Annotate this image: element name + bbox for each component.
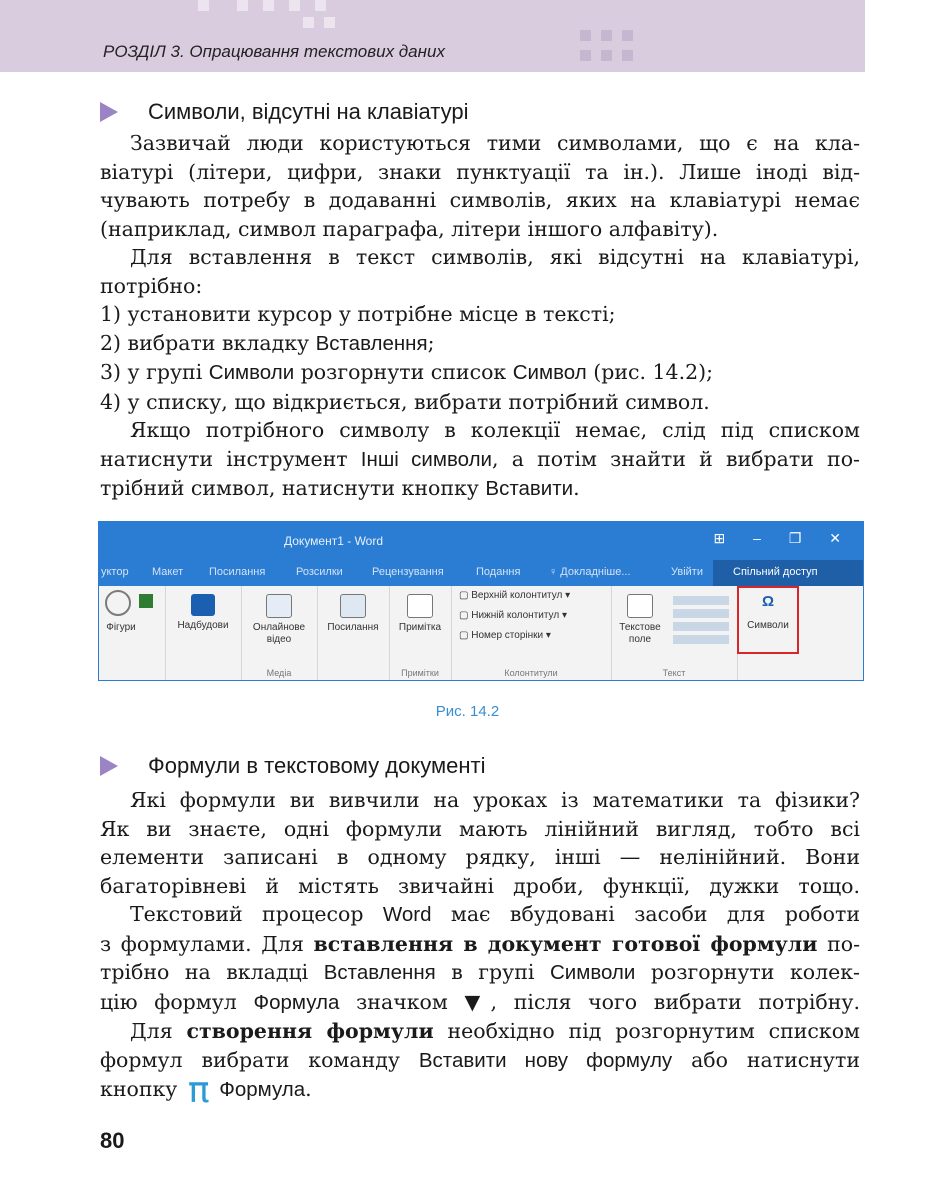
ribbon-group-text xyxy=(611,586,738,680)
comment-label: Примітка xyxy=(398,622,442,633)
text-line: потрібно: xyxy=(100,273,203,298)
decor-square xyxy=(315,0,326,11)
text-run: . xyxy=(305,1077,312,1101)
decor-square xyxy=(580,50,591,61)
ribbon-group-headers xyxy=(451,586,612,680)
text-tools-icons[interactable] xyxy=(673,592,729,644)
text-run: кнопку xyxy=(100,1077,184,1101)
link-icon xyxy=(340,594,366,618)
share-button[interactable] xyxy=(713,560,863,586)
group-label-text: Текст xyxy=(662,668,686,678)
text-run: розгорнути список xyxy=(294,360,513,384)
ribbon-titlebar xyxy=(99,522,863,560)
ribbon-group-media xyxy=(241,586,318,680)
text-line xyxy=(100,900,860,930)
bold-term: створення формули xyxy=(186,1019,434,1043)
decor-square xyxy=(601,50,612,61)
decor-square xyxy=(622,30,633,41)
group-label-media: Медіа xyxy=(266,668,292,678)
tab-layout[interactable]: Макет xyxy=(152,566,184,578)
decor-square xyxy=(622,50,633,61)
ui-term: Вставити xyxy=(485,477,574,500)
text-line: елементи записані в одному рядку, інші — нелінійний. Вони xyxy=(100,845,860,869)
tell-me-search[interactable]: ♀ Докладніше... xyxy=(549,566,631,578)
list-item xyxy=(100,358,860,388)
text-line: Які формули ви вивчили на уроках із математики та фізики? xyxy=(130,788,860,812)
tab-view[interactable]: Подання xyxy=(476,566,521,578)
text-run: Для xyxy=(130,1019,187,1043)
tab-mailings[interactable]: Розсилки xyxy=(296,566,343,578)
omega-icon: Ω xyxy=(761,593,775,610)
text-run: ; xyxy=(427,330,435,355)
text-line: Як ви знаєте, одні формули мають лінійний вигляд, тобто всі xyxy=(100,816,860,841)
ui-term: Символ xyxy=(512,361,587,384)
ribbon-group-links xyxy=(317,586,390,680)
text-run: (рис. 14.2); xyxy=(586,360,714,384)
ui-term: Символи xyxy=(208,361,295,384)
ribbon-group-illustrations xyxy=(99,586,166,680)
footer-icon: ▢ xyxy=(459,610,472,621)
shapes-label: Фігури xyxy=(106,622,136,633)
pi-icon: π xyxy=(187,1070,210,1111)
text-run: трібно на вкладці xyxy=(100,960,324,984)
text-line xyxy=(100,930,860,959)
page-number-button[interactable]: ▢ Номер сторінки ▾ xyxy=(459,630,551,641)
tab-design[interactable]: уктор xyxy=(101,566,129,578)
ui-term: Формула xyxy=(213,1078,306,1101)
section-heading-text: Символи, відсутні на клавіатурі xyxy=(148,99,469,124)
decor-square xyxy=(289,0,300,11)
text-run: . xyxy=(573,476,580,500)
text-line xyxy=(100,958,860,988)
triangle-bullet-icon xyxy=(100,756,118,776)
share-label: Спільний доступ xyxy=(733,566,818,578)
shapes-button[interactable] xyxy=(101,622,141,634)
text-run: формул вибрати команду xyxy=(100,1047,419,1072)
ui-term: Інші символи xyxy=(360,447,493,471)
textbox-button[interactable] xyxy=(615,594,665,646)
decor-square xyxy=(601,30,612,41)
text-line xyxy=(100,1070,860,1111)
text-run: має вбудовані засоби для роботи xyxy=(431,902,860,926)
text-line xyxy=(100,474,860,504)
text-run: 3) у групі xyxy=(100,360,209,384)
page-number-icon: ▢ xyxy=(459,630,472,641)
decor-square xyxy=(303,17,314,28)
text-run: 2) вибрати вкладку xyxy=(100,330,316,355)
page-number: 80 xyxy=(100,1128,125,1153)
text-line xyxy=(100,1046,860,1076)
text-run: Текстовий процесор xyxy=(130,902,383,926)
text-line xyxy=(100,1017,860,1046)
paragraph xyxy=(100,786,861,1111)
section-heading xyxy=(100,753,485,779)
text-run: цію формул xyxy=(100,989,254,1014)
text-line xyxy=(100,445,860,475)
ui-term: Вставлення xyxy=(315,331,428,355)
chapter-title: РОЗДІЛ 3. Опрацювання текстових даних xyxy=(103,42,445,61)
text-run: натиснути інструмент xyxy=(100,446,361,471)
footer-label: Нижній колонтитул xyxy=(471,610,560,621)
ribbon-group-addins xyxy=(165,586,242,680)
word-ribbon-screenshot xyxy=(98,521,864,681)
text-run: по- xyxy=(817,931,861,956)
sign-in-link[interactable]: Увійти xyxy=(671,566,703,578)
ui-term: Символи xyxy=(549,961,636,984)
chart-icon xyxy=(139,594,153,608)
decor-square xyxy=(198,0,209,11)
text-run: , а потім знайти й вибрати по- xyxy=(492,446,860,471)
text-run: значком ▼, після чого вибрати потрібну. xyxy=(339,989,860,1014)
symbols-label: Символи xyxy=(747,620,789,631)
comment-icon xyxy=(407,594,433,618)
text-run: необхідно під розгорнутим списком xyxy=(433,1019,860,1043)
tab-review[interactable]: Рецензування xyxy=(372,566,444,578)
text-line: Для вставлення в текст символів, які відсутні на клавіатурі, xyxy=(130,245,860,269)
textbox-label: Текстове поле xyxy=(619,622,661,645)
highlight-frame xyxy=(737,586,799,654)
bold-term: вставлення в документ готової формули xyxy=(313,931,818,956)
video-label: Онлайнове відео xyxy=(252,622,306,645)
ribbon-group-comments xyxy=(389,586,452,680)
ui-term: Формула xyxy=(253,990,340,1014)
section-heading xyxy=(100,99,468,125)
section-heading-text: Формули в текстовому документі xyxy=(148,753,486,778)
group-label-headers: Колонтитули xyxy=(504,668,558,678)
text-line: Зазвичай люди користуються тими символами, що є на кла- xyxy=(130,131,860,155)
list-item: 1) установити курсор у потрібне місце в тексті; xyxy=(100,302,616,326)
list-item xyxy=(100,329,860,359)
comment-button[interactable] xyxy=(391,594,449,634)
online-video-button[interactable] xyxy=(243,594,315,646)
text-run: в групі xyxy=(435,960,550,984)
addins-label: Надбудови xyxy=(177,620,229,631)
text-line: (наприклад, символ параграфа, літери іншого алфавіту). xyxy=(100,216,719,241)
ui-term: Word xyxy=(382,903,432,926)
page-number-label: Номер сторінки xyxy=(471,630,544,641)
text-line: віатурі (літери, цифри, знаки пунктуації та ін.). Лише іноді від- xyxy=(100,159,860,184)
links-label: Посилання xyxy=(327,622,379,633)
list-item: 4) у списку, що відкриється, вибрати потрібний символ. xyxy=(100,389,710,414)
shapes-icon xyxy=(105,590,131,616)
header-label: Верхній колонтитул xyxy=(471,590,563,601)
text-run: або натиснути xyxy=(672,1047,860,1072)
header-button[interactable]: ▢ Верхній колонтитул ▾ xyxy=(459,590,571,601)
window-controls[interactable]: ⊞ – ❐ ✕ xyxy=(713,530,853,546)
decor-square xyxy=(263,0,274,11)
textbox-icon xyxy=(627,594,653,618)
figure-caption: Рис. 14.2 xyxy=(435,703,500,720)
addins-icon xyxy=(191,594,215,616)
ui-term: Вставити нову формулу xyxy=(418,1048,673,1072)
text-run: розгорнути колек- xyxy=(635,960,860,984)
ui-term: Вставлення xyxy=(323,961,436,984)
links-button[interactable] xyxy=(319,594,387,634)
text-run: з формулами. Для xyxy=(100,931,314,956)
text-line: чувають потребу в додаванні символів, яких на клавіатурі немає xyxy=(100,188,860,212)
triangle-bullet-icon xyxy=(100,102,118,122)
tab-references[interactable]: Посилання xyxy=(209,566,266,578)
decor-square xyxy=(237,0,248,11)
paragraph xyxy=(100,129,860,504)
text-line: Якщо потрібного символу в колекції немає, слід під списком xyxy=(130,418,860,442)
footer-button[interactable]: ▢ Нижній колонтитул ▾ xyxy=(459,610,567,621)
group-label-comments: Примітки xyxy=(401,668,439,678)
header-icon: ▢ xyxy=(459,590,472,601)
text-run: трібний символ, натиснути кнопку xyxy=(100,476,486,500)
window-title: Документ1 - Word xyxy=(284,534,384,548)
decor-square xyxy=(580,30,591,41)
text-line: багаторівневі й містять звичайні дроби, функції, дужки тощо. xyxy=(100,873,860,898)
decor-square xyxy=(324,17,335,28)
addins-button[interactable] xyxy=(169,594,237,632)
text-line xyxy=(100,988,860,1018)
video-icon xyxy=(266,594,292,618)
ribbon-tabs xyxy=(99,560,863,586)
